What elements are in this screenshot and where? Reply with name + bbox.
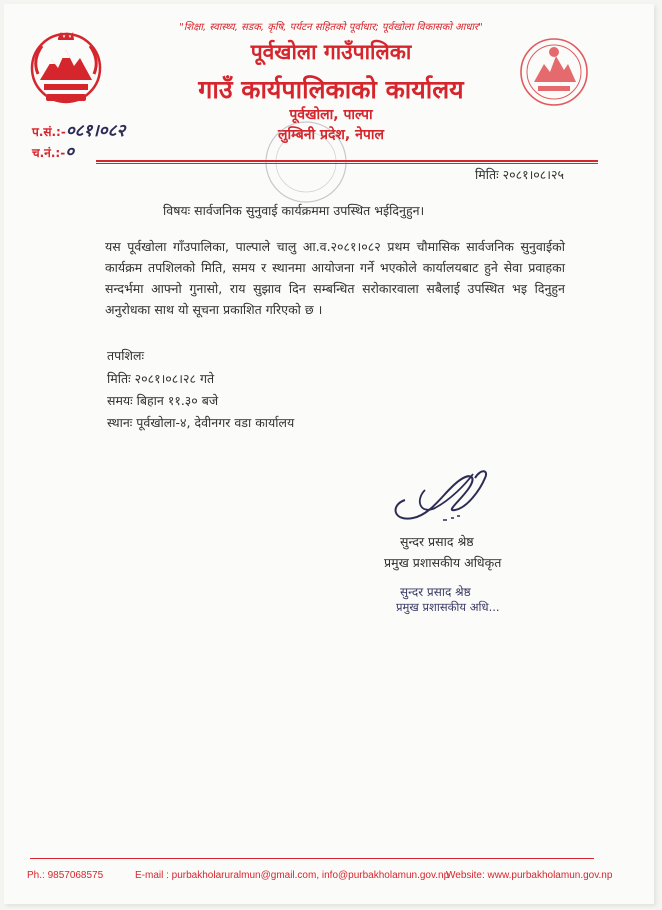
footer-phone: Ph.: 9857068575 — [27, 870, 104, 881]
letter-subject: विषयः सार्वजनिक सुनुवाई कार्यक्रममा उपस्थित भईदिनुहुन। — [163, 203, 425, 218]
header-rule-bottom — [96, 163, 598, 164]
signatory-name: सुन्दर प्रसाद श्रेष्ठ — [400, 534, 474, 549]
reference-cn — [32, 139, 74, 162]
letter-date: मितिः २०८१।०८।२५ — [475, 167, 565, 182]
office-name: गाउँ कार्यपालिकाको कार्यालय — [198, 75, 464, 104]
ps-label: प.सं.:- — [32, 125, 66, 139]
detail-time: समयः बिहान ११.३० बजे — [107, 393, 219, 408]
details-heading: तपशिलः — [107, 348, 144, 363]
stamp-designation: प्रमुख प्रशासकीय अधि... — [396, 600, 500, 614]
cn-value: ० — [65, 142, 75, 162]
address-line-1: पूर्वखोला, पाल्पा — [289, 107, 373, 123]
footer-email: E-mail : purbakholaruralmun@gmail.com, info@purbakholamun.gov.np — [135, 870, 450, 881]
reference-ps — [32, 118, 125, 141]
ps-value: ०८१।०८२ — [65, 121, 126, 141]
slogan: "शिक्षा, स्वास्थ्य, सडक, कृषि, पर्यटन सहितको पूर्वाधार; पूर्वखोला विकासको आधार" — [179, 22, 483, 33]
cn-label: च.नं.:- — [32, 146, 66, 160]
address-line-2: लुम्बिनी प्रदेश, नेपाल — [278, 127, 384, 143]
signatory-designation: प्रमुख प्रशासकीय अधिकृत — [384, 555, 502, 570]
footer-website: Website: www.purbakholamun.gov.np — [446, 870, 613, 881]
municipality-name: पूर्वखोला गाउँपालिका — [250, 40, 412, 64]
signature-scribble — [385, 460, 505, 535]
header-rule-top — [96, 160, 598, 162]
detail-place: स्थानः पूर्वखोला-४, देवीनगर वडा कार्यालय — [107, 415, 295, 430]
body-paragraph: यस पूर्वखोला गाँउपालिका, पाल्पाले चालु आ.व.२०८१।०८२ प्रथम चौमासिक सार्वजनिक सुनुवाईको कार्यक्रम तपशिलको मिति, समय र स्थानमा आयोजना गर्ने भएकोले कार्यालयबाट हुने सेवा प्रवाहका सन्दर्भमा आफ्नो गुनासो, राय सुझाव दिन सम्बन्धित सरोकारवाला सबैलाई उपस्थित भइ दिनुहुन अनुरोधका साथ यो सूचना प्रकाशित गरिएको छ । — [105, 239, 565, 317]
detail-date: मितिः २०८१।०८।२८ गते — [107, 371, 215, 386]
footer-rule — [30, 858, 594, 859]
stamp-name: सुन्दर प्रसाद श्रेष्ठ — [400, 585, 471, 599]
